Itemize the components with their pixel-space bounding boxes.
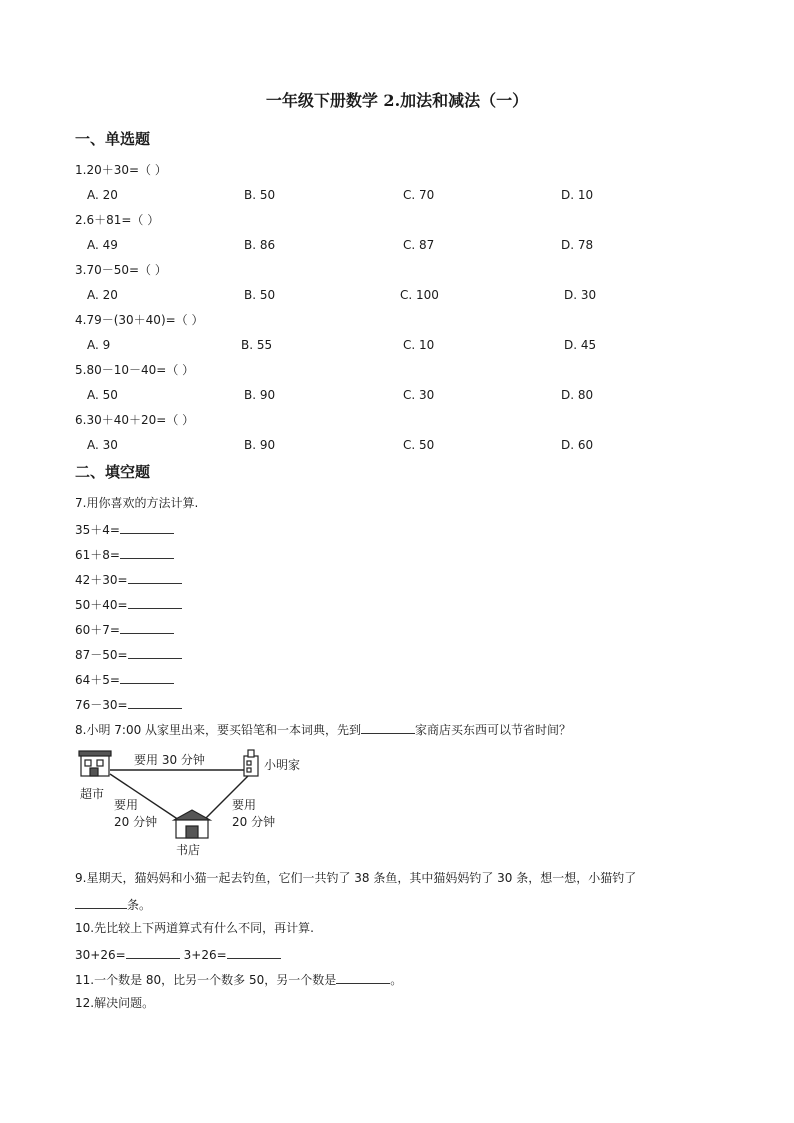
option-2b: B. 86: [244, 238, 276, 252]
bookstore-label: 书店: [176, 843, 201, 857]
answer-blank[interactable]: [128, 571, 182, 584]
section-single-choice: 一、单选题: [75, 130, 151, 148]
answer-blank[interactable]: [120, 671, 174, 684]
question-11: 11.一个数是 80，比另一个数多 50，另一个数是 。: [75, 973, 403, 987]
option-1d: D. 10: [561, 188, 594, 202]
route-label-right-2: 20 分钟: [232, 815, 276, 829]
question-10: 10.先比较上下两道算式有什么不同，再计算.: [75, 921, 314, 935]
question-12: 12.解决问题。: [75, 996, 155, 1010]
question-5: 5.80－10－40=（ ）: [75, 363, 195, 377]
option-6d: D. 60: [561, 438, 594, 452]
option-3d: D. 30: [564, 288, 597, 302]
answer-blank[interactable]: [120, 621, 174, 634]
route-label-left-2: 20 分钟: [114, 815, 158, 829]
option-1a: A. 20: [87, 188, 118, 202]
calc-item: 50＋40=: [75, 596, 182, 612]
option-2c: C. 87: [403, 238, 435, 252]
house-icon: [244, 750, 258, 776]
question-1: 1.20＋30=（ ）: [75, 163, 167, 177]
question-7: 7.用你喜欢的方法计算.: [75, 496, 199, 510]
question-3: 3.70－50=（ ）: [75, 263, 167, 277]
question-9-cont: 条。: [75, 896, 151, 912]
question-4: 4.79－(30＋40)=（ ）: [75, 313, 204, 327]
option-1c: C. 70: [403, 188, 435, 202]
option-4b: B. 55: [241, 338, 273, 352]
answer-blank[interactable]: [120, 546, 174, 559]
answer-blank[interactable]: [361, 721, 415, 734]
option-1b: B. 50: [244, 188, 276, 202]
calc-item: 30+26= 3+26=: [75, 946, 281, 962]
option-2d: D. 78: [561, 238, 594, 252]
calc-item: 76－30=: [75, 696, 182, 712]
option-4c: C. 10: [403, 338, 435, 352]
calc-item: 64＋5=: [75, 671, 174, 687]
answer-blank[interactable]: [128, 696, 182, 709]
section-fill-blank: 二、填空题: [75, 463, 151, 481]
route-label-left-1: 要用: [114, 798, 139, 812]
option-5c: C. 30: [403, 388, 435, 402]
option-5d: D. 80: [561, 388, 594, 402]
answer-blank[interactable]: [227, 946, 281, 959]
option-6b: B. 90: [244, 438, 276, 452]
question-2: 2.6＋81=（ ）: [75, 213, 160, 227]
option-5b: B. 90: [244, 388, 276, 402]
answer-blank[interactable]: [128, 646, 182, 659]
question-6: 6.30＋40＋20=（ ）: [75, 413, 195, 427]
answer-blank[interactable]: [75, 896, 127, 909]
supermarket-label: 超市: [80, 787, 105, 801]
option-4d: D. 45: [564, 338, 597, 352]
answer-blank[interactable]: [128, 596, 182, 609]
home-label: 小明家: [264, 758, 301, 772]
supermarket-icon: [79, 751, 111, 776]
calc-item: 42＋30=: [75, 571, 182, 587]
page-title: 一年级下册数学 2.加法和减法（一）: [265, 91, 529, 110]
answer-blank[interactable]: [336, 971, 390, 984]
option-4a: A. 9: [87, 338, 111, 352]
calc-item: 61＋8=: [75, 546, 174, 562]
route-label-top: 要用 30 分钟: [134, 753, 205, 767]
option-6a: A. 30: [87, 438, 118, 452]
route-diagram: [76, 744, 326, 860]
calc-item: 35＋4=: [75, 521, 174, 537]
question-9: 9.星期天，猫妈妈和小猫一起去钓鱼，它们一共钓了 38 条鱼，其中猫妈妈钓了 30 条，想一想，小猫钓了: [75, 871, 637, 885]
option-6c: C. 50: [403, 438, 435, 452]
question-8: 8.小明 7:00 从家里出来，要买铅笔和一本词典，先到 家商店买东西可以节省时间？: [75, 723, 572, 737]
option-3b: B. 50: [244, 288, 276, 302]
option-3c: C. 100: [400, 288, 439, 302]
option-2a: A. 49: [87, 238, 118, 252]
answer-blank[interactable]: [126, 946, 180, 959]
bookstore-icon: [174, 810, 210, 838]
answer-blank[interactable]: [120, 521, 174, 534]
option-5a: A. 50: [87, 388, 118, 402]
route-label-right-1: 要用: [232, 798, 257, 812]
option-3a: A. 20: [87, 288, 118, 302]
calc-item: 87－50=: [75, 646, 182, 662]
calc-item: 60＋7=: [75, 621, 174, 637]
